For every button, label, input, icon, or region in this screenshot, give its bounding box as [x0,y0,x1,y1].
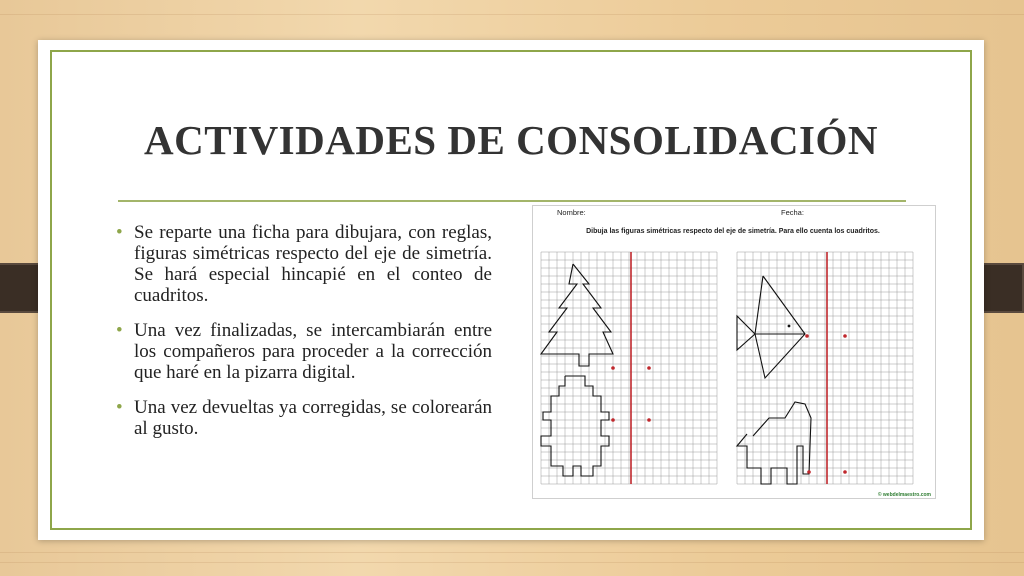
bullet-dot-icon: • [116,222,123,243]
bullet-dot-icon: • [116,397,123,418]
symmetry-worksheet-image [532,205,936,499]
puzzle-figure [541,376,609,476]
slide-title: ACTIVIDADES DE CONSOLIDACIÓN [144,117,878,163]
worksheet-credit: © webdelmaestro.com [877,492,931,498]
worksheet-instruction: Dibuja las figuras simétricas respecto del eje de simetría. Para ello cuenta los cuadritos. [586,228,880,235]
worksheet-name-label: Nombre: [557,208,586,217]
reference-dot [843,334,847,338]
bullet-item [116,320,492,383]
bullet-text: Una vez finalizadas, se intercambiarán entre los compañeros para proceder a la corrección que haré en la pizarra digital. [134,320,492,383]
grid-right [737,252,913,484]
fish-tail [737,316,755,350]
tree-figure [541,264,613,366]
reference-dot [805,334,809,338]
reference-dot [611,418,615,422]
fish-eye [788,325,791,328]
worksheet-svg [533,206,935,498]
title-divider [118,200,906,202]
reference-dot [647,418,651,422]
fish-body [755,276,805,378]
bullet-list [116,222,492,453]
bullet-text: Una vez devueltas ya corregidas, se colorearán al gusto. [134,397,492,439]
reference-dot [807,470,811,474]
bullet-item [116,397,492,439]
reference-dot [647,366,651,370]
grid-left [541,252,717,484]
bullet-item [116,222,492,306]
bullet-text: Se reparte una ficha para dibujara, con reglas, figuras simétricas respecto del eje de simetría. Se hará especial hincapié en el conteo de cuadritos. [134,222,492,306]
elephant-figure [737,402,811,484]
reference-dot [843,470,847,474]
worksheet-date-label: Fecha: [781,208,804,217]
reference-dot [611,366,615,370]
bullet-dot-icon: • [116,320,123,341]
